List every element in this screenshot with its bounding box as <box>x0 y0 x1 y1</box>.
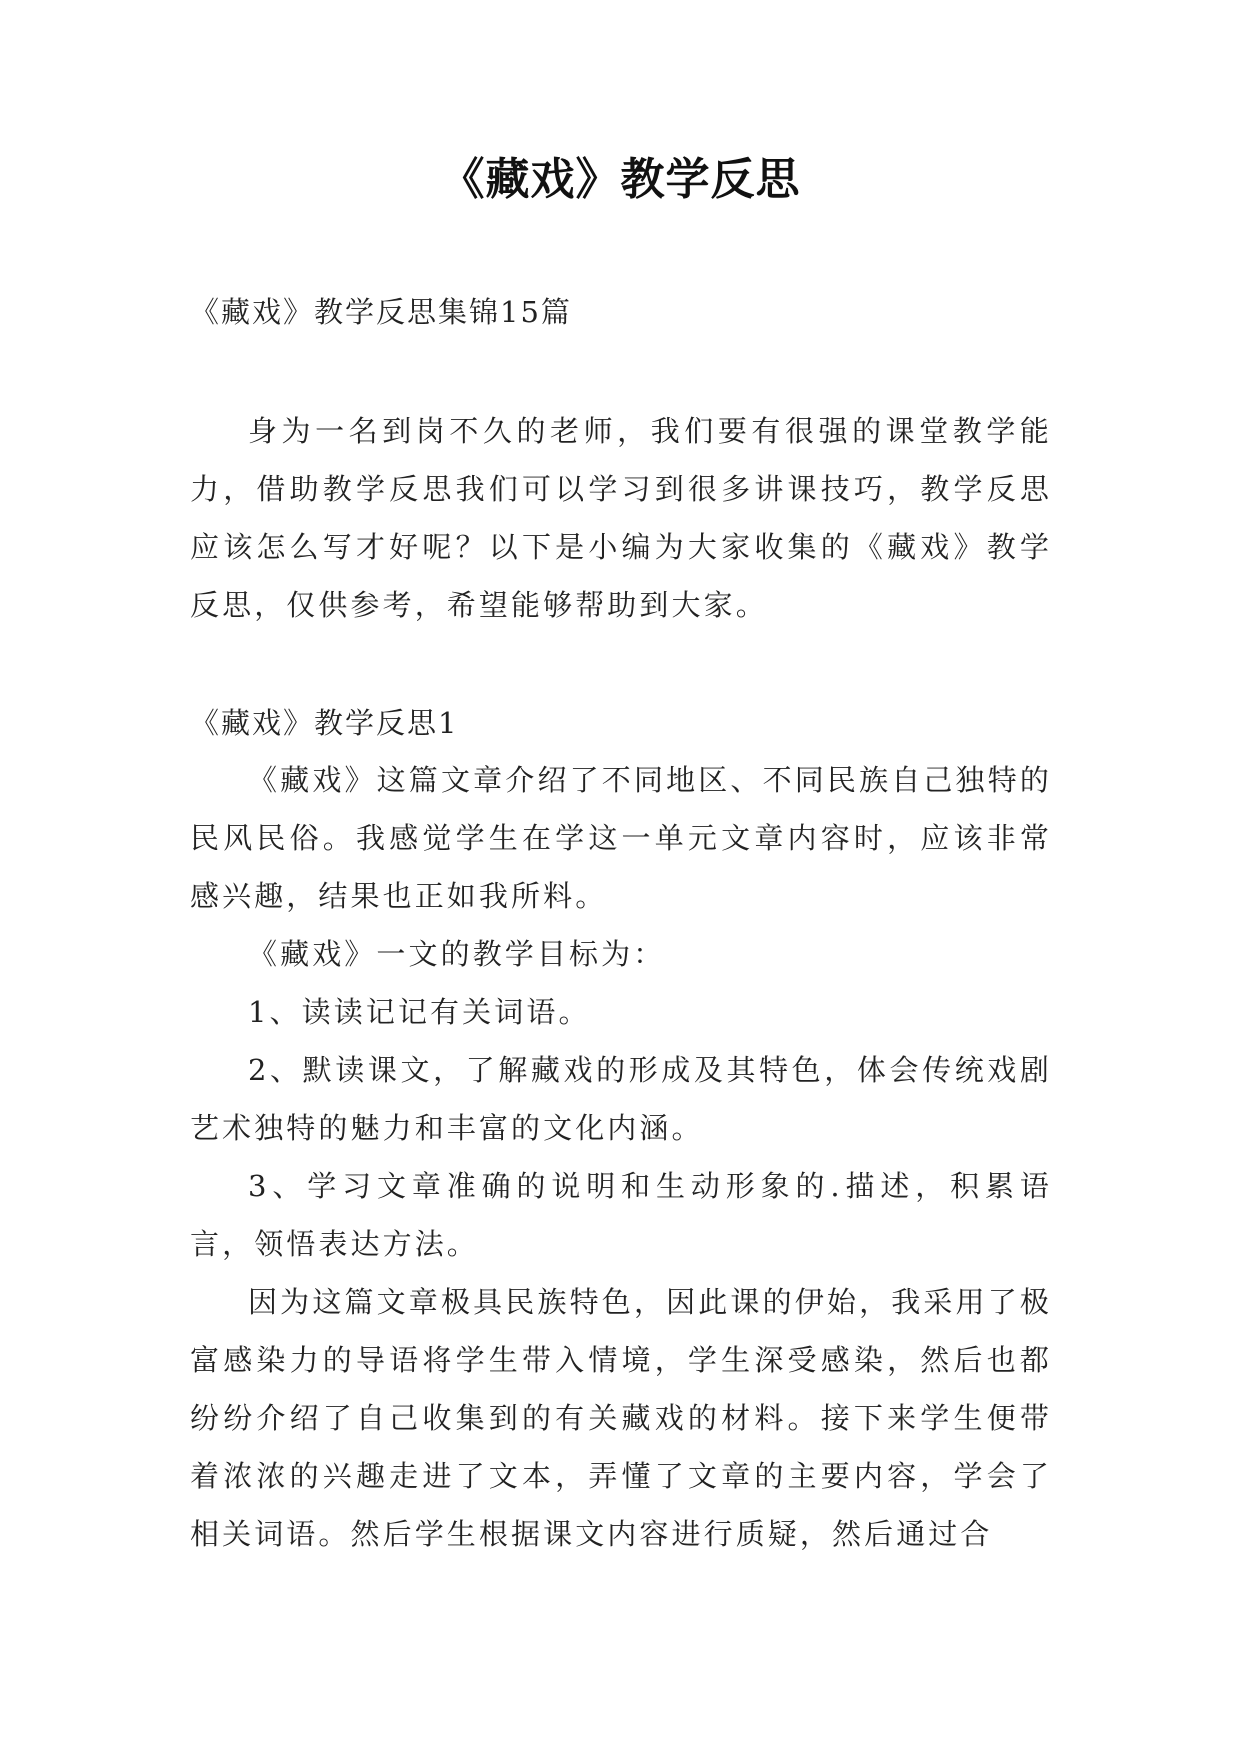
section-1-body <box>190 751 1052 1563</box>
body-paragraph: 1、读读记记有关词语。 <box>248 995 591 1029</box>
body-paragraph: 2、默读课文，了解藏戏的形成及其特色，体会传统戏剧艺术独特的魅力和丰富的文化内涵。 <box>190 1053 1052 1145</box>
collection-heading: 《藏戏》教学反思集锦15篇 <box>190 295 572 329</box>
body-paragraph: 《藏戏》这篇文章介绍了不同地区、不同民族自己独特的民风民俗。我感觉学生在学这一单元文章内容时，应该非常感兴趣，结果也正如我所料。 <box>190 763 1052 913</box>
document-title: 《藏戏》教学反思 <box>440 154 801 205</box>
body-paragraph: 《藏戏》一文的教学目标为： <box>248 937 666 971</box>
intro-section <box>190 402 1052 634</box>
body-paragraph: 因为这篇文章极具民族特色，因此课的伊始，我采用了极富感染力的导语将学生带入情境，学生深受感染，然后也都纷纷介绍了自己收集到的有关藏戏的材料。接下来学生便带着浓浓的兴趣走进了文本，弄懂了文章的主要内容，学会了相关词语。然后学生根据课文内容进行质疑，然后通过合 <box>190 1285 1052 1551</box>
intro-paragraph: 身为一名到岗不久的老师，我们要有很强的课堂教学能力，借助教学反思我们可以学习到很多讲课技巧，教学反思应该怎么写才好呢？以下是小编为大家收集的《藏戏》教学反思，仅供参考，希望能够帮助到大家。 <box>190 414 1052 622</box>
section-1-heading: 《藏戏》教学反思1 <box>190 706 459 740</box>
body-paragraph: 3、学习文章准确的说明和生动形象的.描述，积累语言，领悟表达方法。 <box>190 1169 1052 1261</box>
